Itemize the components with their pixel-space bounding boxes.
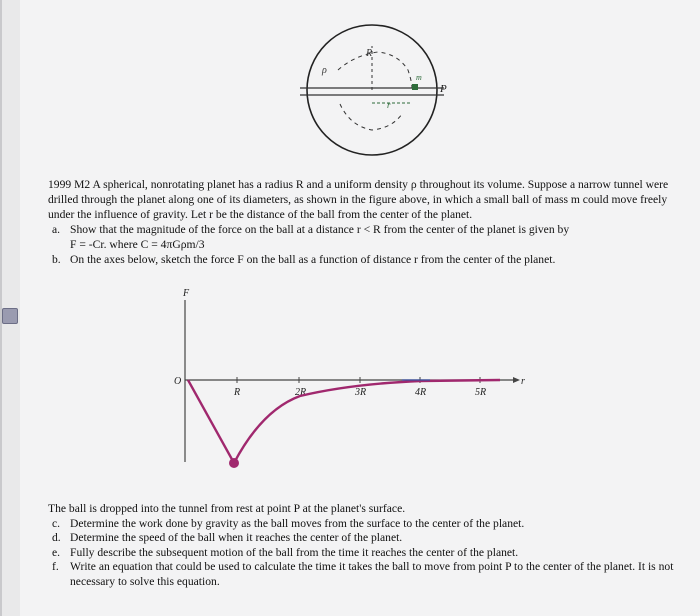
part-e-letter: e. (52, 545, 61, 559)
part-c (48, 517, 680, 532)
tick-label-R: R (234, 387, 241, 398)
part-c-text: Determine the work done by gravity as the ball moves from the surface to the center of the planet. (70, 516, 525, 530)
x-axis-label: r (521, 376, 525, 387)
tick-label-5R: 5R (475, 387, 487, 398)
part-b-letter: b. (52, 253, 61, 266)
part-a-letter: a. (52, 223, 61, 236)
part-f-text: Write an equation that could be used to calculate the time it takes the ball to move from point P to the center of the planet. It is not necessary to solve this equation. (70, 560, 674, 588)
part-b-text: On the axes below, sketch the force F on the ball as a function of distance r from the center of the planet. (70, 253, 556, 266)
label-R: R (366, 48, 373, 59)
label-r-diagram: r (387, 100, 391, 110)
tick-label-4R: 4R (415, 387, 427, 398)
tick-label-3R: 3R (355, 387, 367, 398)
followup-intro: The ball is dropped into the tunnel from rest at point P at the planet's surface. (48, 502, 406, 515)
followup-questions (48, 502, 680, 589)
part-d-letter: d. (52, 531, 61, 544)
label-m: m (416, 73, 422, 82)
part-e-text: Fully describe the subsequent motion of the ball from the time it reaches the center of the planet. (70, 545, 519, 559)
part-c-letter: c. (52, 516, 61, 530)
label-P: P (440, 83, 447, 95)
tick-label-2R: 2R (295, 387, 307, 398)
part-f (48, 560, 680, 589)
origin-label: O (174, 376, 182, 387)
part-f-letter: f. (52, 560, 59, 573)
label-rho: ρ (322, 65, 327, 76)
part-a-equation-text: F = -Cr. where C = 4πGρm/3 (70, 238, 205, 251)
x-axis-arrow (513, 377, 520, 383)
y-axis-label: F (183, 288, 190, 299)
problem-intro: 1999 M2 A spherical, nonrotating planet has a radius R and a uniform density ρ throughout its volume. Suppose a narrow tunnel were drilled through the planet along one of its diameters, as shown in the figure above, in which a small ball of mass m could move freely under the influence of gravity. Let r be the distance of the ball from the center of the planet. (48, 178, 669, 221)
part-a-text: Show that the magnitude of the force on the ball at a distance r < R from the center of the planet is given by (70, 223, 570, 236)
force-minimum-point (229, 458, 239, 468)
part-d (48, 531, 680, 546)
part-d-text: Determine the speed of the ball when it reaches the center of the planet. (70, 531, 403, 544)
part-e (48, 546, 680, 561)
